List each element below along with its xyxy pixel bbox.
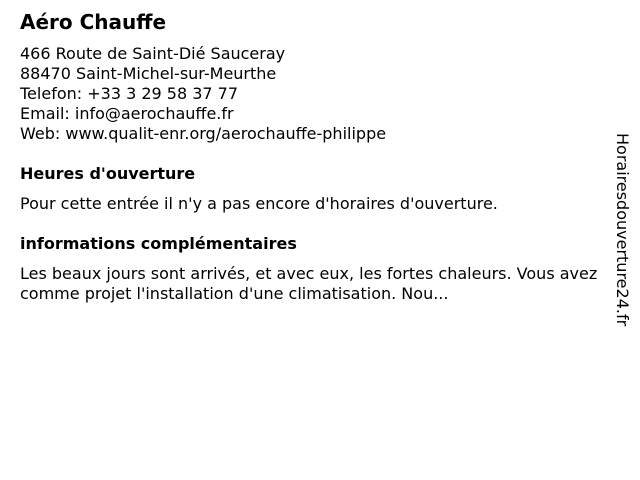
site-brand-label: Horairesdouverture24.fr — [613, 133, 632, 327]
info-text: Les beaux jours sont arrivés, et avec eux, les fortes chaleurs. Vous avez comme projet l'installation d'une climatisation. Nou... — [20, 264, 598, 303]
phone-line: Telefon: +33 3 29 58 37 77 — [20, 84, 239, 103]
hours-text: Pour cette entrée il n'y a pas encore d'horaires d'ouverture. — [20, 194, 498, 213]
hours-heading: Heures d'ouverture — [20, 164, 196, 183]
business-name: Aéro Chauffe — [20, 10, 167, 34]
address-city: 88470 Saint-Michel-sur-Meurthe — [20, 64, 277, 83]
address-street: 466 Route de Saint-Dié Sauceray — [20, 44, 286, 63]
email-line: Email: info@aerochauffe.fr — [20, 104, 234, 123]
web-line: Web: www.qualit-enr.org/aerochauffe-philippe — [20, 124, 387, 143]
business-listing — [20, 10, 600, 304]
info-heading: informations complémentaires — [20, 234, 297, 253]
